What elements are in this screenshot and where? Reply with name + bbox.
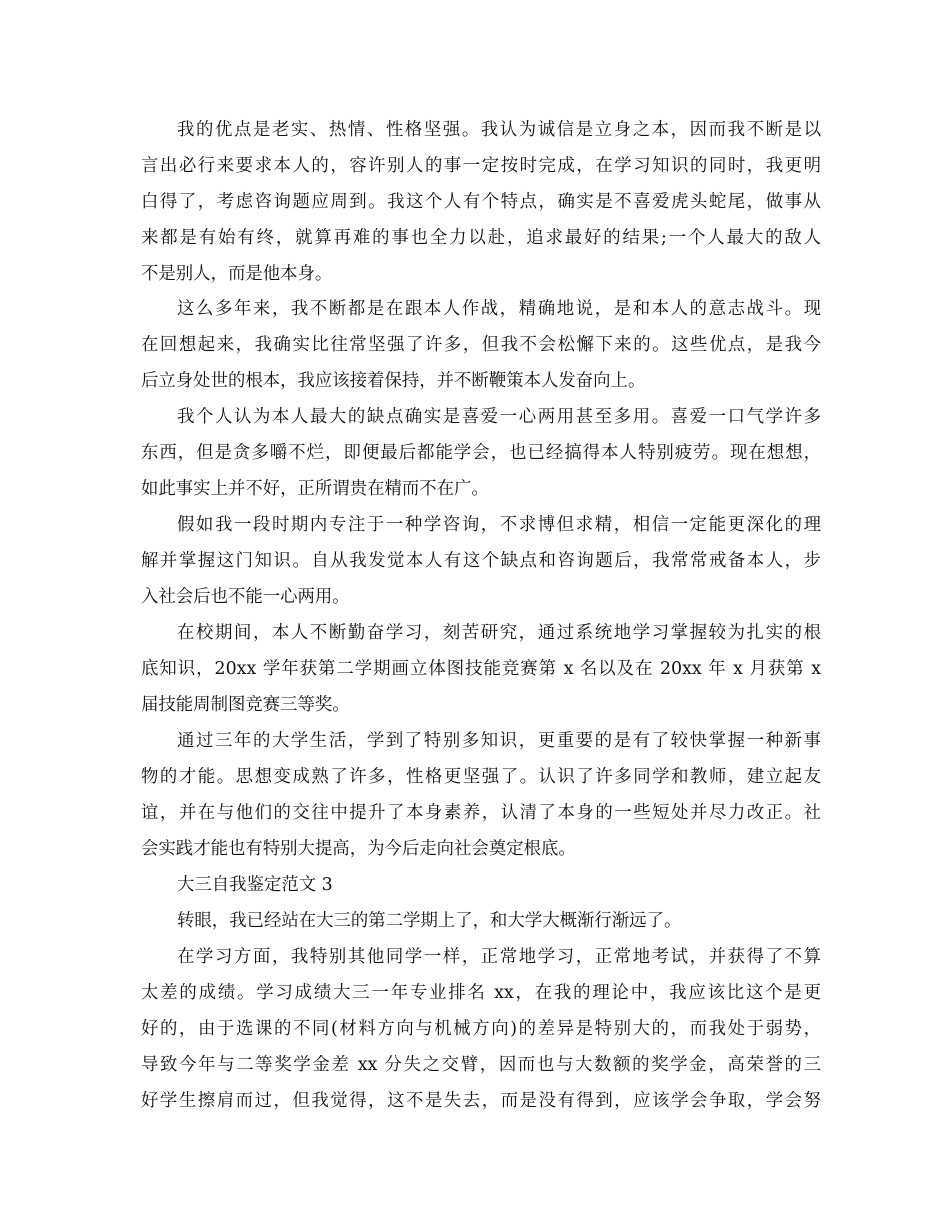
text-line: 白得了，考虑咨询题应周到。我这个人有个特点，确实是不喜爱虎头蛇尾，做事从 [141,192,821,212]
text-line: 底知识，20xx 学年获第二学期画立体图技能竞赛第 x 名以及在 20xx 年 x 月获第 x [141,659,821,679]
text-line: 在回想起来，我确实比往常坚强了许多，但我不会松懈下来的。这些优点，是我今 [141,335,821,355]
text-line: 假如我一段时期内专注于一种学咨询，不求博但求精，相信一定能更深化的理 [177,515,821,535]
text-line: 如此事实上并不好，正所谓贵在精而不在广。 [141,479,489,499]
text-line: 谊，并在与他们的交往中提升了本身素养，认清了本身的一些短处并尽力改正。社 [141,803,821,823]
text-line: 好的，由于选课的不同(材料方向与机械方向)的差异是特别大的，而我处于弱势， [141,1019,821,1039]
text-line: 不是别人，而是他本身。 [141,264,333,284]
text-line: 后立身处世的根本，我应该接着保持，并不断鞭策本人发奋向上。 [141,371,646,391]
text-line: 好学生擦肩而过，但我觉得，这不是失去，而是没有得到，应该学会争取，学会努 [141,1091,821,1111]
text-line: 通过三年的大学生活，学到了特别多知识，更重要的是有了较快掌握一种新事 [177,731,821,751]
text-line: 导致今年与二等奖学金差 xx 分失之交臂，因而也与大数额的奖学金，高荣誉的三 [141,1055,821,1075]
text-line: 太差的成绩。学习成绩大三一年专业排名 xx，在我的理论中，我应该比这个是更 [141,983,821,1003]
text-line: 入社会后也不能一心两用。 [141,587,350,607]
text-line: 物的才能。思想变成熟了许多，性格更坚强了。认识了许多同学和教师，建立起友 [141,767,821,787]
text-line: 解并掌握这门知识。自从我发觉本人有这个缺点和咨询题后，我常常戒备本人，步 [141,551,821,571]
text-line: 这么多年来，我不断都是在跟本人作战，精确地说，是和本人的意志战斗。现 [177,299,821,319]
text-line: 我的优点是老实、热情、性格坚强。我认为诚信是立身之本，因而我不断是以 [177,120,821,140]
text-line: 转眼，我已经站在大三的第二学期上了，和大学大概渐行渐远了。 [177,911,682,931]
text-line: 在校期间，本人不断勤奋学习，刻苦研究，通过系统地学习掌握较为扎实的根 [177,623,821,643]
text-line: 会实践才能也有特别大提高，为今后走向社会奠定根底。 [141,839,576,859]
section-heading: 大三自我鉴定范文 3 [177,875,333,895]
text-line: 在学习方面，我特别其他同学一样，正常地学习，正常地考试，并获得了不算 [177,947,821,967]
text-line: 言出必行来要求本人的，容许别人的事一定按时完成，在学习知识的同时，我更明 [141,156,821,176]
text-line: 来都是有始有终，就算再难的事也全力以赴，追求最好的结果;一个人最大的敌人 [141,228,821,248]
text-line: 东西，但是贪多嚼不烂，即便最后都能学会，也已经搞得本人特别疲劳。现在想想， [141,443,821,463]
text-line: 届技能周制图竞赛三等奖。 [141,695,350,715]
text-line: 我个人认为本人最大的缺点确实是喜爱一心两用甚至多用。喜爱一口气学许多 [177,407,821,427]
